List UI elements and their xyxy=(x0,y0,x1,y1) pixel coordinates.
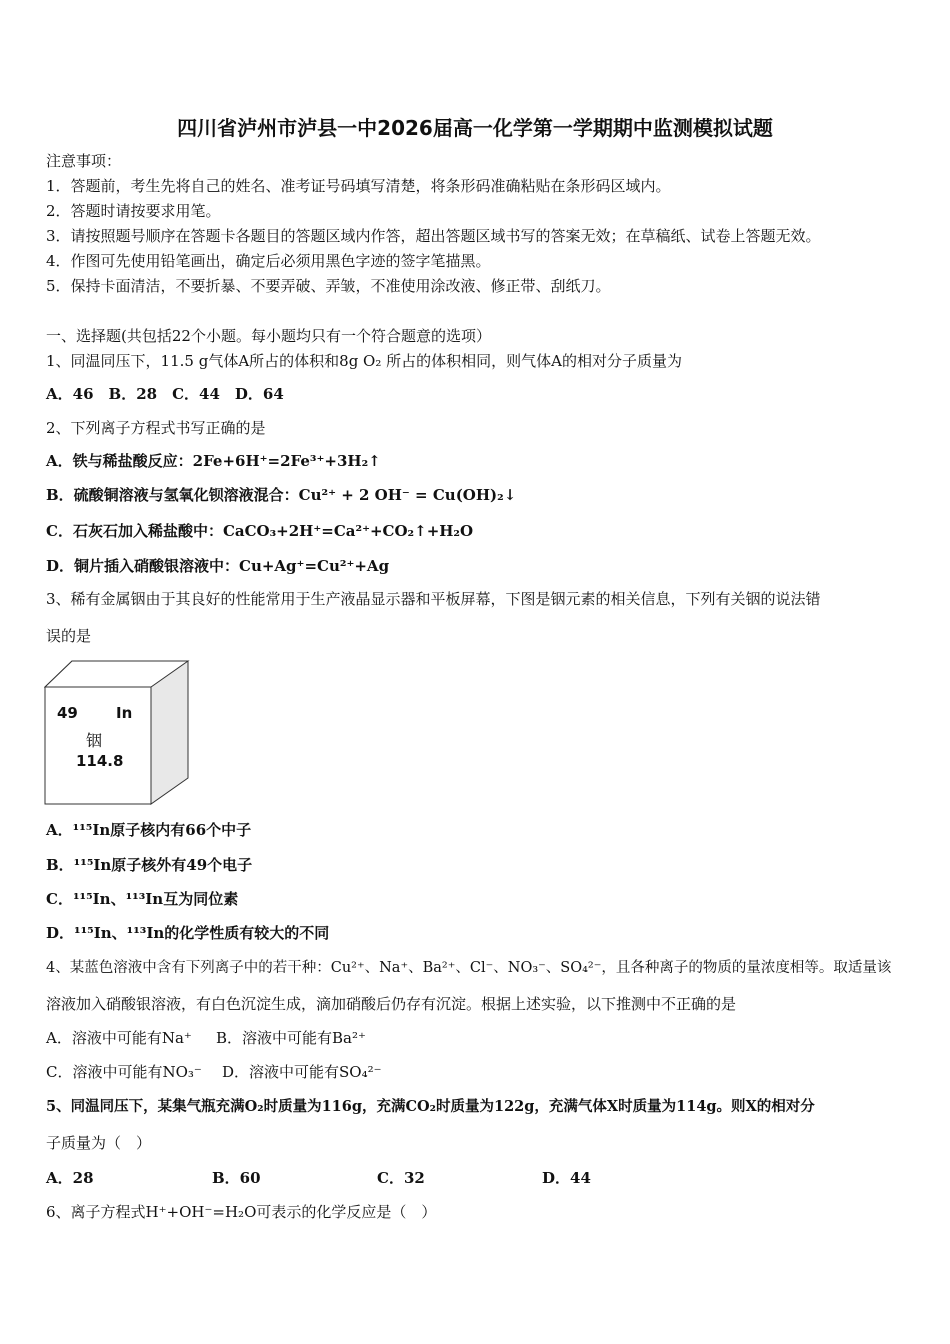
q4-stem: 4、某蓝色溶液中含有下列离子中的若干种：Cu²⁺、Na⁺、Ba²⁺、Cl⁻、NO₃⁻、SO₄²⁻，且各种离子的物质的量浓度相等。取适量该 xyxy=(46,960,892,976)
q4-stem-cont: 溶液加入硝酸银溶液，有白色沉淀生成，滴加硝酸后仍存有沉淀。根据上述实验，以下推测中不正确的是 xyxy=(46,995,737,1013)
q6-stem: 6、离子方程式H⁺+OH⁻=H₂O可表示的化学反应是（ ） xyxy=(46,1203,437,1221)
indium-element-card xyxy=(44,660,190,810)
q4-option-b: B．溶液中可能有Ba²⁺ xyxy=(216,1029,366,1047)
q3-stem-cont: 误的是 xyxy=(46,627,92,645)
q2-option-c: C．石灰石加入稀盐酸中：CaCO₃+2H⁺=Ca²⁺+CO₂↑+H₂O xyxy=(46,522,474,540)
element-name: 铟 xyxy=(86,731,103,750)
q5-option-b: B．60 xyxy=(212,1169,261,1187)
q5-stem-cont: 子质量为（ ） xyxy=(46,1134,152,1152)
q1-stem: 1、同温同压下，11.5 g气体A所占的体积和8g O₂ 所占的体积相同，则气体A的相对分子质量为 xyxy=(46,352,682,370)
notice-item: 1．答题前，考生先将自己的姓名、准考证号码填写清楚，将条形码准确粘贴在条形码区域内。 xyxy=(46,177,671,195)
q2-option-b: B．硫酸铜溶液与氢氧化钡溶液混合：Cu²⁺ + 2 OH⁻ = Cu(OH)₂↓ xyxy=(46,486,517,504)
atomic-mass: 114.8 xyxy=(76,752,124,770)
q2-stem: 2、下列离子方程式书写正确的是 xyxy=(46,419,266,437)
q1-options: A．46 B．28 C．44 D．64 xyxy=(46,385,284,403)
section-heading: 一、选择题(共包括22个小题。每小题均只有一个符合题意的选项） xyxy=(46,327,491,345)
q3-option-d: D．¹¹⁵In、¹¹³In的化学性质有较大的不同 xyxy=(46,924,330,942)
element-symbol: In xyxy=(116,704,133,722)
q3-option-a: A．¹¹⁵In原子核内有66个中子 xyxy=(46,821,252,839)
notice-item: 3．请按照题号顺序在答题卡各题目的答题区域内作答，超出答题区域书写的答案无效；在草稿纸、试卷上答题无效。 xyxy=(46,227,821,245)
q5-stem: 5、同温同压下，某集气瓶充满O₂时质量为116g，充满CO₂时质量为122g，充满气体X时质量为114g。则X的相对分 xyxy=(46,1098,815,1115)
notice-heading: 注意事项： xyxy=(46,152,122,170)
page-title: 四川省泸州市泸县一中2026届高一化学第一学期期中监测模拟试题 xyxy=(177,116,773,140)
q4-option-a: A．溶液中可能有Na⁺ xyxy=(46,1029,192,1047)
q3-option-c: C．¹¹⁵In、¹¹³In互为同位素 xyxy=(46,890,239,908)
notice-item: 4．作图可先使用铅笔画出，确定后必须用黑色字迹的签字笔描黑。 xyxy=(46,252,491,270)
q3-stem: 3、稀有金属铟由于其良好的性能常用于生产液晶显示器和平板屏幕，下图是铟元素的相关信息，下列有关铟的说法错 xyxy=(46,590,821,608)
notice-item: 5．保持卡面清洁，不要折暴、不要弄破、弄皱，不准使用涂改液、修正带、刮纸刀。 xyxy=(46,277,611,295)
q4-option-c: C．溶液中可能有NO₃⁻ xyxy=(46,1063,202,1081)
q3-option-b: B．¹¹⁵In原子核外有49个电子 xyxy=(46,856,253,874)
q4-option-d: D．溶液中可能有SO₄²⁻ xyxy=(222,1063,382,1081)
q5-option-d: D．44 xyxy=(542,1169,591,1187)
q5-option-c: C．32 xyxy=(377,1169,425,1187)
q2-option-a: A．铁与稀盐酸反应：2Fe+6H⁺=2Fe³⁺+3H₂↑ xyxy=(46,452,381,470)
q2-option-d: D．铜片插入硝酸银溶液中：Cu+Ag⁺=Cu²⁺+Ag xyxy=(46,557,390,575)
atomic-number: 49 xyxy=(57,704,78,722)
notice-item: 2．答题时请按要求用笔。 xyxy=(46,202,221,220)
cube-outline xyxy=(44,660,190,806)
q5-option-a: A．28 xyxy=(46,1169,94,1187)
